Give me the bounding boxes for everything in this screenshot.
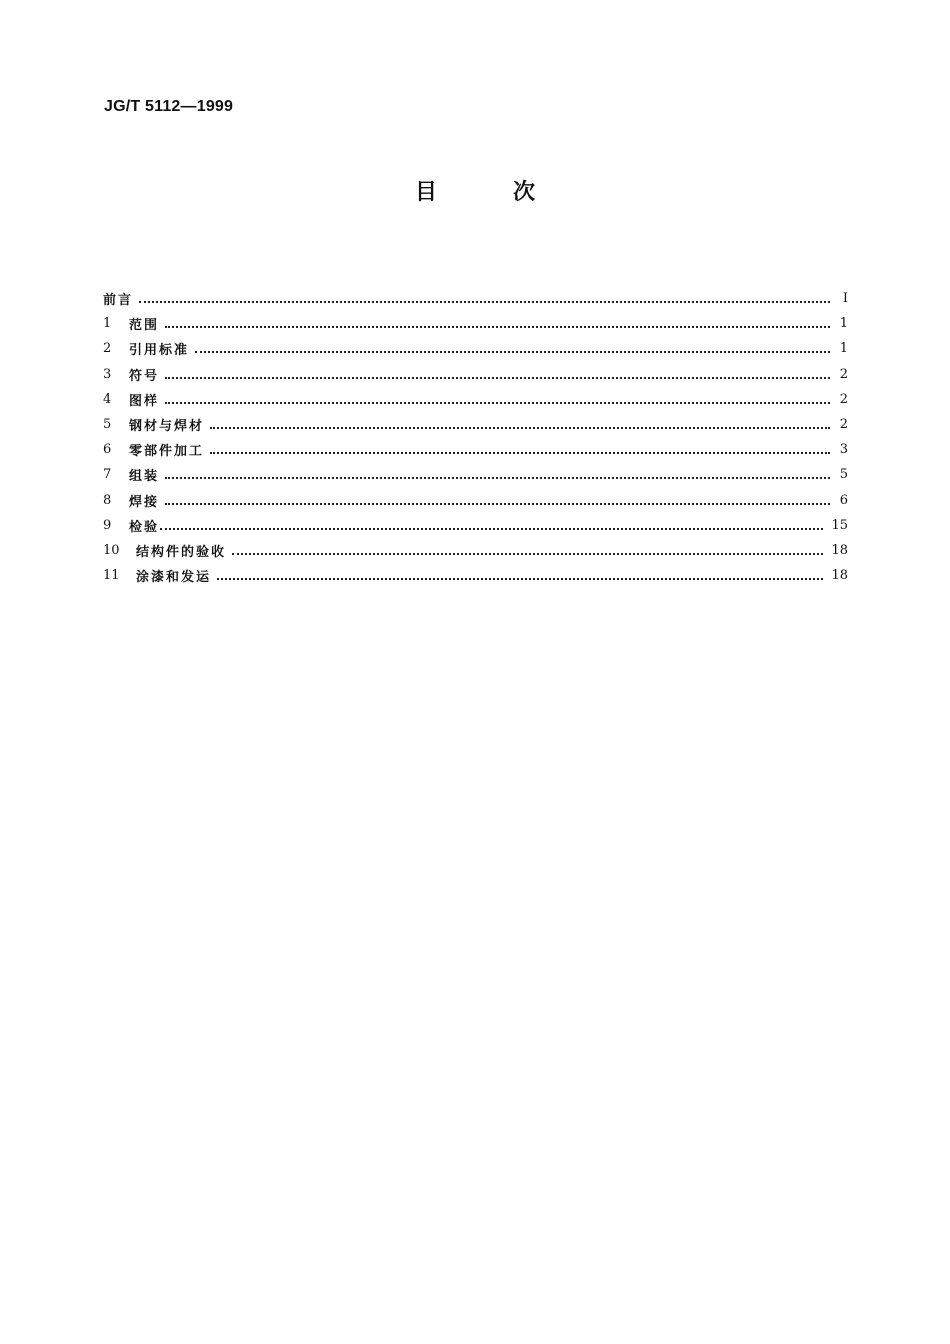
toc-entry-title: 引用标准 [129, 343, 190, 359]
toc-entry-title: 范围 [129, 318, 160, 334]
toc-entry-page: 18 [831, 568, 848, 584]
toc-entry-page: 15 [831, 517, 848, 533]
toc-entry-number: 1 [103, 316, 112, 332]
dot-leader [165, 376, 830, 379]
toc-entry-2[interactable] [103, 336, 848, 361]
dot-leader [217, 577, 823, 580]
toc-entry-number: 7 [103, 467, 112, 483]
dot-leader [165, 476, 830, 479]
toc-entry-number: 2 [103, 341, 112, 357]
dot-leader [139, 300, 830, 303]
standard-code: JG/T 5112—1999 [104, 98, 234, 115]
toc-entry-title: 前言 [103, 293, 134, 309]
toc-entry-9[interactable] [103, 513, 848, 538]
toc-heading [0, 175, 950, 205]
toc-entry-number: 6 [103, 442, 112, 458]
toc-entry-10[interactable] [103, 538, 848, 563]
dot-leader [210, 426, 830, 429]
toc-entry-number: 3 [103, 366, 112, 382]
toc-entry-title: 焊接 [129, 494, 160, 510]
toc-entry-6[interactable] [103, 437, 848, 462]
toc-entry-number: 11 [103, 568, 120, 584]
dot-leader [195, 350, 830, 353]
toc-entry-number: 8 [103, 492, 112, 508]
toc-heading-char-1: 目 [415, 180, 438, 205]
dot-leader [165, 401, 830, 404]
dot-leader [232, 552, 823, 555]
toc-entry-page: 5 [839, 467, 848, 483]
toc-entry-page: 3 [839, 442, 848, 458]
toc-entry-number: 5 [103, 417, 112, 433]
toc-entry-page: 1 [839, 316, 848, 332]
table-of-contents [103, 286, 848, 588]
toc-entry-1[interactable] [103, 311, 848, 336]
toc-entry-title: 钢材与焊材 [129, 419, 205, 435]
toc-entry-5[interactable] [103, 412, 848, 437]
toc-entry-title: 符号 [129, 368, 160, 384]
toc-entry-page: I [842, 291, 848, 307]
toc-entry-7[interactable] [103, 462, 848, 487]
toc-entry-number: 10 [103, 542, 120, 558]
toc-entry-title: 组装 [129, 469, 160, 485]
toc-entry-page: 2 [839, 391, 848, 407]
toc-entry-title: 图样 [129, 393, 160, 409]
toc-entry-3[interactable] [103, 362, 848, 387]
toc-entry-foreword[interactable] [103, 286, 848, 311]
toc-entry-title: 零部件加工 [129, 444, 205, 460]
toc-entry-title: 涂漆和发运 [136, 570, 212, 586]
toc-entry-11[interactable] [103, 563, 848, 588]
toc-entry-4[interactable] [103, 387, 848, 412]
toc-entry-number: 9 [103, 517, 112, 533]
toc-entry-page: 2 [839, 417, 848, 433]
toc-entry-title: 检验 [129, 519, 160, 535]
toc-entry-number: 4 [103, 391, 112, 407]
toc-entry-8[interactable] [103, 488, 848, 513]
dot-leader [210, 451, 830, 454]
toc-entry-page: 6 [839, 492, 848, 508]
dot-leader [165, 325, 830, 328]
dot-leader [165, 502, 830, 505]
toc-heading-char-2: 次 [513, 180, 536, 205]
toc-entry-page: 18 [831, 542, 848, 558]
dot-leader [160, 527, 823, 530]
toc-entry-page: 2 [839, 366, 848, 382]
toc-entry-title: 结构件的验收 [136, 544, 227, 560]
toc-entry-page: 1 [839, 341, 848, 357]
